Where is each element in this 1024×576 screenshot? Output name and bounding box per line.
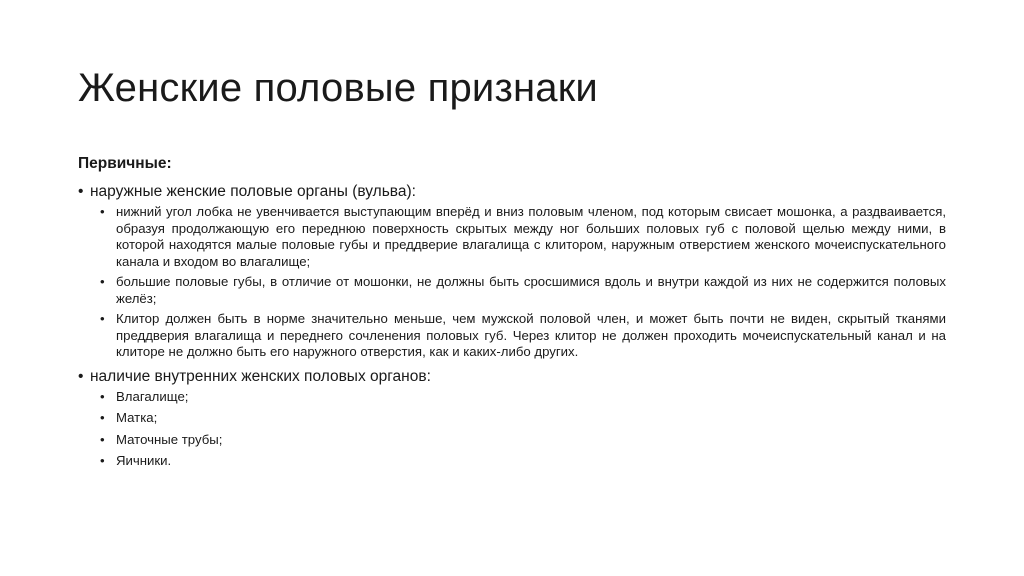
slide-title: Женские половые признаки [78,66,598,110]
sublist-item-text: Маточные трубы; [116,431,223,447]
bullet-icon: • [100,311,105,326]
bullet-icon: • [100,431,105,447]
bullet-icon: • [100,453,105,468]
sublist-item [90,204,946,270]
bullet-icon: • [78,367,84,385]
bullet-icon: • [100,388,105,404]
sublist-item-text: большие половые губы, в отличие от мошонки, не должны быть сросшимися вдоль и внутри каждой из них не содержится половых желёз; [116,274,946,306]
list-item-label: наличие внутренних женских половых органов: [90,367,431,385]
sublist-item [90,311,946,361]
sublist-item-text: Клитор должен быть в норме значительно меньше, чем мужской половой член, и может быть почти не виден, скрытый тканями преддверия влагалища и переднего сочленения половых губ. Через клитор не должен проходить мочеиспускательный канал и на клиторе не должно быть его наружного отверстия, как и каких-либо других. [116,311,946,359]
sublist-item [90,453,946,470]
bullet-icon: • [100,274,105,289]
slide-content [78,154,946,476]
sublist-item [90,432,946,449]
sublist-item [90,389,946,406]
bullet-icon: • [100,204,105,219]
primary-list [78,182,946,470]
sublist-item-text: нижний угол лобка не увенчивается выступающим вперёд и вниз половым членом, под которым свисает мошонка, а раздваивается, образуя продолжающую его переднюю поверхность скрытых между ног больших половых губ с половой щелью между ними, в которой находятся малые половые губы и преддверие влагалища с клитором, наружным отверстием женского мочеиспускательного канала и входом во влагалище; [116,204,946,269]
list-item-label: наружные женские половые органы (вульва): [90,183,416,200]
sublist-item-text: Яичники. [116,453,172,468]
section-heading: Первичные: [78,155,172,172]
list-item-internal-organs [78,367,946,470]
sublist-item [90,410,946,427]
sublist-item [90,274,946,307]
sublist-item-text: Влагалище; [116,388,189,404]
sublist-internal [90,389,946,470]
bullet-icon: • [100,410,105,425]
sublist-external [90,204,946,361]
bullet-icon: • [78,183,84,200]
sublist-item-text: Матка; [116,410,158,425]
list-item-external-organs [78,182,946,361]
